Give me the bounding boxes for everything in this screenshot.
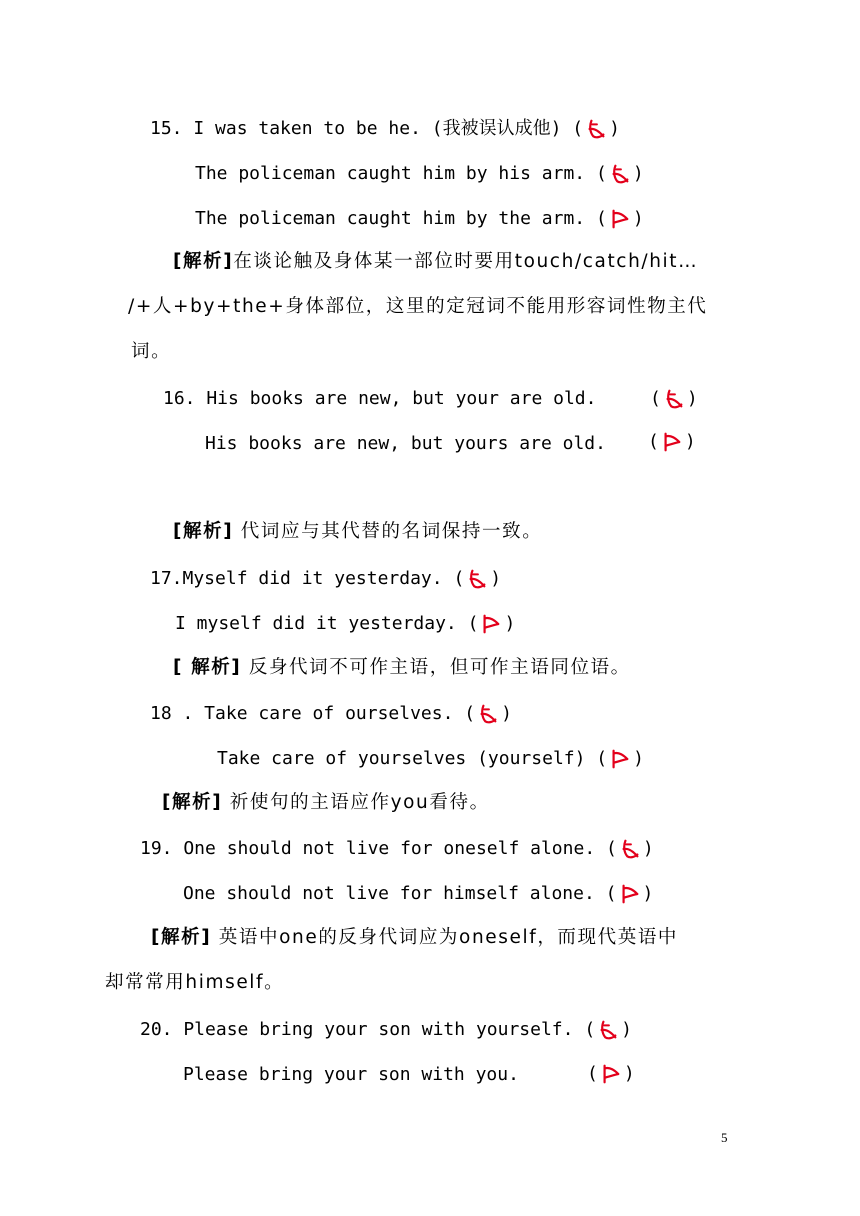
- item-18-wrong-sentence: 18 . Take care of ourselves. ( ): [150, 703, 512, 724]
- item-17-wrong-sentence: 17.Myself did it yesterday. ( ): [150, 568, 502, 589]
- item-19-correct-sentence: One should not live for himself alone. ( ): [183, 883, 654, 904]
- analysis-label: [解析]: [173, 251, 234, 272]
- item-20-wrong-sentence: 20. Please bring your son with yourself. ( ): [140, 1019, 633, 1040]
- page-number: 5: [721, 1130, 728, 1145]
- item-19-wrong-sentence: 19. One should not live for oneself alone. ( ): [140, 838, 654, 859]
- wrong-mark-icon: [477, 703, 499, 725]
- wrong-mark-icon: [619, 838, 641, 860]
- correct-mark-icon: [480, 613, 502, 635]
- item-16-correct-sentence: His books are new, but yours are old.: [205, 433, 606, 454]
- correct-mark-icon: [600, 1063, 622, 1085]
- item-15-correct-sentence: The policeman caught him by the arm. ( ): [195, 208, 644, 229]
- item-19-analysis: [解析] 英语中one的反身代词应为oneself，而现代英语中: [151, 927, 679, 948]
- item-17-analysis: [ 解析] 反身代词不可作主语，但可作主语同位语。: [173, 657, 631, 678]
- item-15-wrong-sentence: 15. I was taken to be he. (我被误认成他) ( ): [150, 118, 620, 139]
- item-18-correct-sentence: Take care of yourselves (yourself) ( ): [217, 748, 644, 769]
- wrong-mark-icon: [597, 1019, 619, 1041]
- correct-mark-icon: [609, 748, 631, 770]
- item-16-wrong-sentence: 16. His books are new, but your are old.: [163, 388, 597, 409]
- wrong-mark-icon: [466, 568, 488, 590]
- wrong-mark-icon: [663, 388, 685, 410]
- wrong-mark-icon: [585, 118, 607, 140]
- analysis-label: [ 解析]: [173, 657, 242, 678]
- item-16-correct-verdict: ( ): [648, 431, 696, 452]
- item-17-correct-sentence: I myself did it yesterday. ( ): [175, 613, 516, 634]
- wrong-mark-icon: [609, 163, 631, 185]
- item-16-wrong-verdict: ( ): [650, 388, 698, 409]
- item-18-analysis: [解析] 祈使句的主语应作you看待。: [162, 792, 490, 813]
- item-15-analysis: [解析]在谈论触及身体某一部位时要用touch/catch/hit…: [173, 251, 699, 272]
- correct-mark-icon: [661, 431, 683, 453]
- item-19-analysis-line-2: 却常常用himself。: [105, 972, 285, 993]
- item-15-analysis-line-2: /+人+by+the+身体部位，这里的定冠词不能用形容词性物主代: [128, 296, 708, 317]
- analysis-label: [解析]: [173, 521, 234, 542]
- correct-mark-icon: [609, 208, 631, 230]
- item-20-correct-sentence: Please bring your son with you.: [183, 1064, 519, 1085]
- analysis-label: [解析]: [162, 792, 223, 813]
- analysis-label: [解析]: [151, 927, 212, 948]
- item-15-wrong-sentence-2: The policeman caught him by his arm. ( ): [195, 163, 644, 184]
- item-15-analysis-line-3: 词。: [131, 341, 172, 362]
- item-20-correct-verdict: ( ): [587, 1063, 635, 1084]
- correct-mark-icon: [619, 883, 641, 905]
- item-16-analysis: [解析] 代词应与其代替的名词保持一致。: [173, 521, 543, 542]
